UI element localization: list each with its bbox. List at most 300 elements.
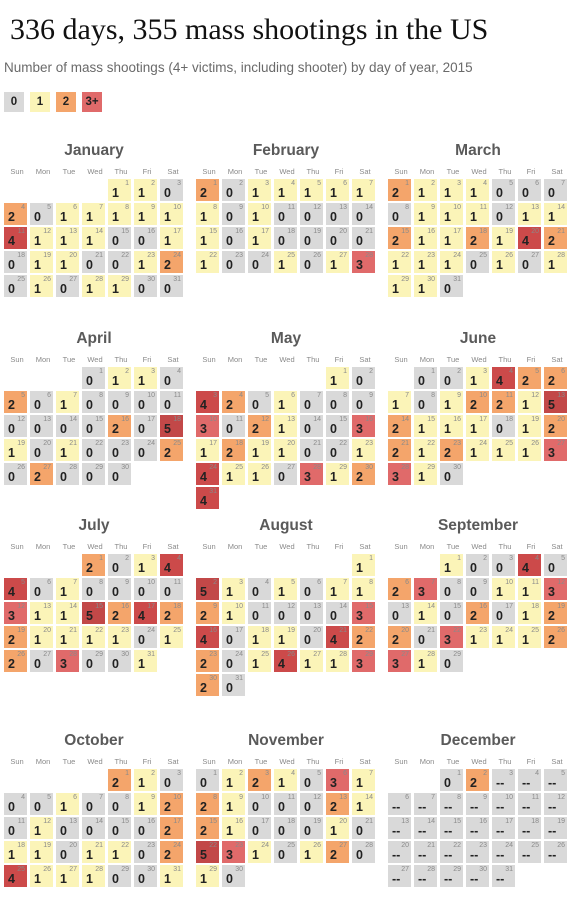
weekday-label: Fri xyxy=(334,757,344,766)
shooting-count: 1 xyxy=(522,585,529,599)
shooting-count: 1 xyxy=(278,398,285,412)
shooting-count: 2 xyxy=(548,422,555,436)
weekday-label: Sat xyxy=(167,757,179,766)
day-number: 28 xyxy=(69,651,77,658)
weekday-label: Thu xyxy=(498,757,512,766)
day-cell xyxy=(108,650,131,672)
day-cell xyxy=(248,203,271,225)
shooting-count: 1 xyxy=(164,633,171,647)
day-number: 12 xyxy=(505,204,513,211)
day-number: 13 xyxy=(339,794,347,801)
shooting-count: 1 xyxy=(60,398,67,412)
day-number: 12 xyxy=(313,204,321,211)
shooting-count: 2 xyxy=(392,633,399,647)
shooting-count: 2 xyxy=(330,848,337,862)
day-number: 17 xyxy=(173,228,181,235)
day-cell xyxy=(248,227,271,249)
shooting-count: 2 xyxy=(8,398,15,412)
shooting-count: 1 xyxy=(112,282,119,296)
shooting-count: 2 xyxy=(444,446,451,460)
day-number: 10 xyxy=(261,204,269,211)
shooting-count: 0 xyxy=(138,633,145,647)
day-number: 5 xyxy=(535,368,539,375)
shooting-count: 1 xyxy=(418,657,425,671)
day-number: 22 xyxy=(95,627,103,634)
day-number: 8 xyxy=(99,392,103,399)
day-cell xyxy=(4,841,27,863)
day-number: 22 xyxy=(121,252,129,259)
day-number: 1 xyxy=(125,770,129,777)
day-cell xyxy=(492,415,515,437)
shooting-count: 0 xyxy=(226,186,233,200)
shooting-count: 1 xyxy=(60,872,67,886)
day-number: 25 xyxy=(505,440,513,447)
day-number: 14 xyxy=(365,204,373,211)
day-cell xyxy=(56,275,79,297)
weekday-label: Sat xyxy=(551,757,563,766)
day-number: 1 xyxy=(405,180,409,187)
day-cell xyxy=(388,179,411,201)
day-cell xyxy=(352,439,375,461)
shooting-count: 3 xyxy=(418,585,425,599)
shooting-count: 1 xyxy=(444,234,451,248)
day-number: 28 xyxy=(365,842,373,849)
shooting-count: 1 xyxy=(356,446,363,460)
shooting-count: 3 xyxy=(356,422,363,436)
shooting-count: 2 xyxy=(164,824,171,838)
day-number: 12 xyxy=(17,416,25,423)
shooting-count: 0 xyxy=(356,848,363,862)
day-cell xyxy=(108,841,131,863)
shooting-count: 0 xyxy=(418,374,425,388)
shooting-count: 0 xyxy=(8,258,15,272)
shooting-count: 0 xyxy=(34,446,41,460)
shooting-count: 2 xyxy=(522,374,529,388)
shooting-count: 0 xyxy=(8,422,15,436)
day-cell xyxy=(82,463,105,485)
day-cell xyxy=(134,415,157,437)
day-cell xyxy=(274,650,297,672)
shooting-count: 4 xyxy=(138,609,145,623)
day-cell xyxy=(196,439,219,461)
day-cell xyxy=(326,203,349,225)
day-cell xyxy=(352,463,375,485)
day-cell xyxy=(248,650,271,672)
shooting-count: 0 xyxy=(278,234,285,248)
day-number: 19 xyxy=(17,627,25,634)
day-cell xyxy=(326,650,349,672)
day-number: 12 xyxy=(17,603,25,610)
day-cell xyxy=(134,817,157,839)
day-number: 18 xyxy=(173,603,181,610)
day-cell xyxy=(466,415,489,437)
shooting-count: 0 xyxy=(252,398,259,412)
shooting-count: 0 xyxy=(444,282,451,296)
day-cell xyxy=(466,203,489,225)
day-cell xyxy=(30,391,53,413)
day-number: 6 xyxy=(343,180,347,187)
shooting-count: 0 xyxy=(496,609,503,623)
day-cell xyxy=(518,227,541,249)
month-july xyxy=(4,517,184,677)
day-cell xyxy=(440,203,463,225)
shooting-count: 1 xyxy=(278,258,285,272)
weekday-label: Mon xyxy=(35,542,51,551)
day-number: 26 xyxy=(531,440,539,447)
day-number: 6 xyxy=(291,392,295,399)
weekday-label: Wed xyxy=(471,542,487,551)
day-cell xyxy=(274,439,297,461)
weekday-label: Sun xyxy=(202,355,216,364)
day-cell xyxy=(466,578,489,600)
day-number: 1 xyxy=(457,555,461,562)
day-cell xyxy=(492,578,515,600)
shooting-count: 1 xyxy=(304,186,311,200)
day-number: 16 xyxy=(453,416,461,423)
shooting-count: 2 xyxy=(200,657,207,671)
day-cell xyxy=(492,626,515,648)
day-number: 6 xyxy=(317,579,321,586)
day-number: 8 xyxy=(457,794,461,801)
shooting-count: 0 xyxy=(60,282,67,296)
day-cell xyxy=(414,463,437,485)
day-cell xyxy=(274,841,297,863)
day-cell xyxy=(82,391,105,413)
day-cell xyxy=(196,391,219,413)
day-cell xyxy=(414,391,437,413)
weekday-label: Fri xyxy=(334,167,344,176)
shooting-count: 0 xyxy=(278,609,285,623)
day-cell xyxy=(160,769,183,791)
day-number: 6 xyxy=(561,368,565,375)
shooting-count: 0 xyxy=(60,848,67,862)
day-number: 9 xyxy=(483,794,487,801)
shooting-count: 1 xyxy=(356,186,363,200)
day-cell xyxy=(4,203,27,225)
shooting-count: 0 xyxy=(164,282,171,296)
shooting-count: 1 xyxy=(392,282,399,296)
day-cell xyxy=(466,841,489,863)
day-cell xyxy=(82,554,105,576)
day-number: 26 xyxy=(557,842,565,849)
shooting-count: 2 xyxy=(470,609,477,623)
month-april xyxy=(4,330,184,490)
day-cell xyxy=(82,203,105,225)
day-cell xyxy=(352,841,375,863)
shooting-count: 2 xyxy=(164,446,171,460)
day-cell xyxy=(544,554,567,576)
shooting-count: 4 xyxy=(522,234,529,248)
day-number: 18 xyxy=(287,228,295,235)
day-cell xyxy=(160,793,183,815)
day-cell xyxy=(134,769,157,791)
day-cell xyxy=(248,793,271,815)
day-cell xyxy=(160,602,183,624)
shooting-count: 0 xyxy=(226,633,233,647)
shooting-count: 4 xyxy=(200,494,207,508)
shooting-count: 1 xyxy=(418,446,425,460)
weekday-label: Fri xyxy=(526,167,536,176)
shooting-count: 0 xyxy=(86,800,93,814)
weekday-label: Tue xyxy=(254,542,268,551)
day-cell xyxy=(56,439,79,461)
day-number: 5 xyxy=(47,794,51,801)
shooting-count: 1 xyxy=(278,186,285,200)
day-number: 25 xyxy=(235,464,243,471)
day-number: 10 xyxy=(235,603,243,610)
day-number: 9 xyxy=(483,579,487,586)
day-number: 3 xyxy=(151,368,155,375)
day-cell xyxy=(492,602,515,624)
shooting-count: -- xyxy=(418,848,427,862)
day-cell xyxy=(274,817,297,839)
day-cell xyxy=(30,841,53,863)
day-cell xyxy=(30,626,53,648)
day-number: 23 xyxy=(121,440,129,447)
shooting-count: 1 xyxy=(330,258,337,272)
day-number: 20 xyxy=(287,440,295,447)
shooting-count: 0 xyxy=(304,585,311,599)
day-cell xyxy=(388,841,411,863)
day-cell xyxy=(352,391,375,413)
day-cell xyxy=(248,602,271,624)
shooting-count: 0 xyxy=(86,398,93,412)
weekday-label: Sun xyxy=(202,167,216,176)
shooting-count: 2 xyxy=(200,186,207,200)
day-cell xyxy=(108,275,131,297)
month-january xyxy=(4,142,184,302)
day-number: 23 xyxy=(453,440,461,447)
month-name: March xyxy=(455,142,501,159)
shooting-count: 1 xyxy=(418,210,425,224)
day-number: 14 xyxy=(427,603,435,610)
day-number: 21 xyxy=(427,842,435,849)
day-cell xyxy=(160,578,183,600)
day-number: 22 xyxy=(453,842,461,849)
day-cell xyxy=(222,650,245,672)
day-cell xyxy=(388,793,411,815)
shooting-count: 0 xyxy=(356,374,363,388)
day-number: 14 xyxy=(95,228,103,235)
day-cell xyxy=(440,275,463,297)
day-number: 7 xyxy=(431,579,435,586)
day-cell xyxy=(248,251,271,273)
day-cell xyxy=(56,626,79,648)
day-cell xyxy=(134,650,157,672)
shooting-count: -- xyxy=(470,872,479,886)
shooting-count: 1 xyxy=(138,258,145,272)
day-number: 13 xyxy=(43,603,51,610)
shooting-count: 1 xyxy=(226,585,233,599)
shooting-count: 2 xyxy=(200,609,207,623)
day-cell xyxy=(196,650,219,672)
shooting-count: -- xyxy=(444,824,453,838)
month-february xyxy=(196,142,376,302)
day-number: 4 xyxy=(535,555,539,562)
shooting-count: 0 xyxy=(252,824,259,838)
shooting-count: 0 xyxy=(522,186,529,200)
weekday-label: Sun xyxy=(394,757,408,766)
day-cell xyxy=(134,227,157,249)
day-cell xyxy=(440,415,463,437)
weekday-label: Sat xyxy=(167,542,179,551)
shooting-count: 4 xyxy=(200,470,207,484)
shooting-count: 5 xyxy=(200,848,207,862)
day-cell xyxy=(466,769,489,791)
day-number: 4 xyxy=(177,555,181,562)
day-cell xyxy=(248,391,271,413)
day-number: 29 xyxy=(453,651,461,658)
day-number: 12 xyxy=(531,392,539,399)
day-cell xyxy=(518,415,541,437)
day-cell xyxy=(300,817,323,839)
shooting-count: 1 xyxy=(252,210,259,224)
weekday-label: Thu xyxy=(498,355,512,364)
day-number: 12 xyxy=(557,579,565,586)
day-cell xyxy=(30,578,53,600)
day-number: 22 xyxy=(209,252,217,259)
shooting-count: 1 xyxy=(34,258,41,272)
day-number: 17 xyxy=(505,603,513,610)
day-number: 10 xyxy=(505,579,513,586)
day-number: 3 xyxy=(265,180,269,187)
shooting-count: 1 xyxy=(418,282,425,296)
day-cell xyxy=(414,251,437,273)
day-cell xyxy=(388,865,411,887)
weekday-label: Thu xyxy=(498,542,512,551)
shooting-count: -- xyxy=(392,824,401,838)
day-cell xyxy=(300,227,323,249)
day-number: 24 xyxy=(479,440,487,447)
weekday-label: Wed xyxy=(87,355,103,364)
day-number: 14 xyxy=(339,603,347,610)
day-number: 26 xyxy=(17,651,25,658)
day-cell xyxy=(134,793,157,815)
shooting-count: 0 xyxy=(470,258,477,272)
day-cell xyxy=(414,841,437,863)
day-number: 24 xyxy=(147,627,155,634)
shooting-count: 4 xyxy=(200,633,207,647)
shooting-count: 0 xyxy=(548,561,555,575)
day-cell xyxy=(196,179,219,201)
shooting-count: 1 xyxy=(200,258,207,272)
day-cell xyxy=(56,203,79,225)
weekday-label: Wed xyxy=(279,542,295,551)
shooting-count: 0 xyxy=(226,234,233,248)
shooting-count: 1 xyxy=(112,374,119,388)
day-number: 6 xyxy=(405,794,409,801)
day-number: 26 xyxy=(261,464,269,471)
shooting-count: 2 xyxy=(8,210,15,224)
day-number: 26 xyxy=(505,252,513,259)
day-number: 19 xyxy=(43,252,51,259)
day-number: 29 xyxy=(121,276,129,283)
shooting-count: 0 xyxy=(60,470,67,484)
day-number: 2 xyxy=(483,555,487,562)
day-cell xyxy=(30,817,53,839)
day-cell xyxy=(196,415,219,437)
shooting-count: 3 xyxy=(304,470,311,484)
day-number: 25 xyxy=(261,651,269,658)
weekday-label: Wed xyxy=(87,542,103,551)
day-number: 7 xyxy=(431,794,435,801)
day-number: 8 xyxy=(431,392,435,399)
weekday-label: Tue xyxy=(446,167,460,176)
day-cell xyxy=(440,841,463,863)
day-cell xyxy=(414,650,437,672)
day-number: 31 xyxy=(453,276,461,283)
day-number: 9 xyxy=(213,603,217,610)
day-number: 21 xyxy=(95,842,103,849)
day-cell xyxy=(82,275,105,297)
day-number: 9 xyxy=(125,392,129,399)
legend-item-0: 0 xyxy=(4,92,24,112)
day-cell xyxy=(56,650,79,672)
day-cell xyxy=(544,203,567,225)
day-number: 8 xyxy=(99,579,103,586)
day-number: 29 xyxy=(209,866,217,873)
day-number: 27 xyxy=(401,866,409,873)
shooting-count: 0 xyxy=(330,210,337,224)
day-number: 5 xyxy=(561,555,565,562)
day-number: 6 xyxy=(47,392,51,399)
day-cell xyxy=(134,275,157,297)
day-number: 2 xyxy=(369,368,373,375)
shooting-count: 1 xyxy=(418,234,425,248)
day-cell xyxy=(492,865,515,887)
day-cell xyxy=(544,391,567,413)
day-cell xyxy=(414,367,437,389)
shooting-count: 2 xyxy=(330,800,337,814)
shooting-count: 0 xyxy=(356,824,363,838)
day-number: 29 xyxy=(339,464,347,471)
shooting-count: 2 xyxy=(34,470,41,484)
day-cell xyxy=(30,251,53,273)
day-cell xyxy=(414,227,437,249)
shooting-count: 1 xyxy=(112,848,119,862)
shooting-count: -- xyxy=(392,848,401,862)
day-cell xyxy=(134,602,157,624)
weekday-label: Thu xyxy=(114,757,128,766)
shooting-count: 1 xyxy=(522,609,529,623)
shooting-count: 0 xyxy=(138,848,145,862)
shooting-count: 1 xyxy=(496,633,503,647)
day-cell xyxy=(300,391,323,413)
shooting-count: 0 xyxy=(200,776,207,790)
day-cell xyxy=(440,817,463,839)
day-number: 15 xyxy=(453,818,461,825)
shooting-count: 0 xyxy=(304,398,311,412)
day-number: 18 xyxy=(479,228,487,235)
shooting-count: 1 xyxy=(138,800,145,814)
shooting-count: 1 xyxy=(496,585,503,599)
day-cell xyxy=(56,602,79,624)
day-number: 27 xyxy=(287,464,295,471)
shooting-count: 0 xyxy=(548,186,555,200)
shooting-count: 1 xyxy=(164,210,171,224)
shooting-count: 0 xyxy=(164,776,171,790)
day-number: 12 xyxy=(557,794,565,801)
day-number: 17 xyxy=(173,818,181,825)
day-cell xyxy=(274,251,297,273)
day-number: 19 xyxy=(313,228,321,235)
chart-title: 336 days, 355 mass shootings in the US xyxy=(10,13,489,46)
month-name: May xyxy=(270,330,302,347)
shooting-count: -- xyxy=(470,824,479,838)
shooting-count: 3 xyxy=(356,657,363,671)
day-number: 15 xyxy=(95,416,103,423)
weekday-label: Mon xyxy=(419,355,435,364)
